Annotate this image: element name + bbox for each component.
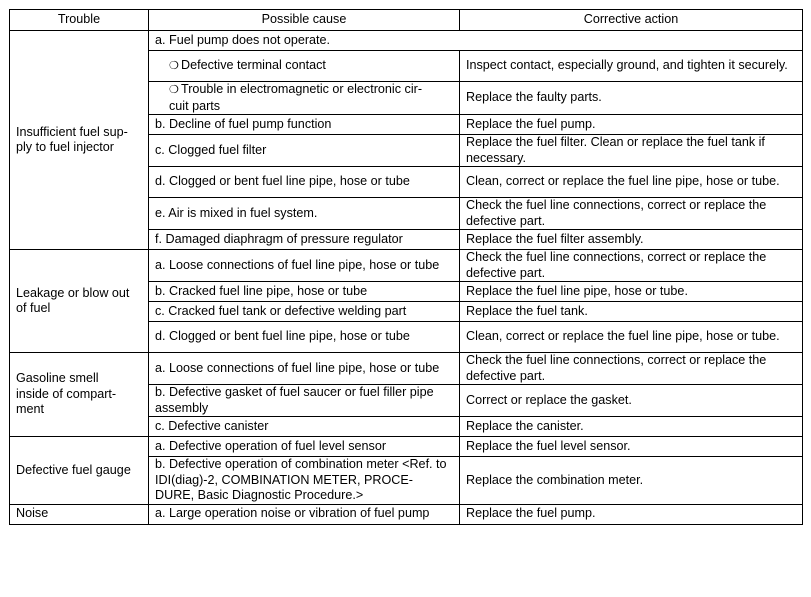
action-cell: Replace the canister. <box>460 417 803 437</box>
trouble-cell: Defective fuel gauge <box>10 437 149 505</box>
cause-cell: c. Clogged fuel filter <box>149 135 460 167</box>
header-corrective-action: Corrective action <box>460 10 803 31</box>
action-cell: Check the fuel line connections, correct or replace the defective part. <box>460 198 803 230</box>
action-cell: Replace the fuel line pipe, hose or tube. <box>460 282 803 302</box>
cause-text: Trouble in electromagnetic or electronic cir- cuit parts <box>169 82 423 113</box>
cause-cell: a. Fuel pump does not operate. <box>149 31 803 51</box>
cause-cell: e. Air is mixed in fuel system. <box>149 198 460 230</box>
action-cell: Replace the fuel filter assembly. <box>460 230 803 250</box>
cause-text: Defective terminal contact <box>181 57 326 72</box>
cause-cell: d. Clogged or bent fuel line pipe, hose or tube <box>149 167 460 198</box>
action-cell: Replace the combination meter. <box>460 457 803 505</box>
table-row <box>10 437 803 457</box>
action-cell: Check the fuel line connections, correct or replace the defective part. <box>460 250 803 282</box>
action-cell: Check the fuel line connections, correct or replace the defective part. <box>460 353 803 385</box>
cause-cell: c. Defective canister <box>149 417 460 437</box>
table-row <box>10 504 803 524</box>
header-possible-cause: Possible cause <box>149 10 460 31</box>
table-row <box>10 250 803 282</box>
cause-cell: a. Defective operation of fuel level sensor <box>149 437 460 457</box>
bullet-circle-icon: ❍ <box>169 84 179 96</box>
action-cell: Clean, correct or replace the fuel line pipe, hose or tube. <box>460 167 803 198</box>
trouble-cell: Gasoline smell inside of compart- ment <box>10 353 149 437</box>
action-cell: Replace the fuel level sensor. <box>460 437 803 457</box>
cause-cell: b. Defective gasket of fuel saucer or fuel filler pipe assembly <box>149 385 460 417</box>
action-cell: Replace the fuel tank. <box>460 302 803 322</box>
cause-cell: b. Defective operation of combination meter <Ref. to IDI(diag)-2, COMBINATION METER, PROCE- DURE, Basic Diagnostic Procedure.> <box>149 457 460 505</box>
trouble-cell: Insufficient fuel sup- ply to fuel injector <box>10 31 149 250</box>
cause-cell <box>149 51 460 82</box>
cause-cell: f. Damaged diaphragm of pressure regulator <box>149 230 460 250</box>
header-trouble: Trouble <box>10 10 149 31</box>
action-cell: Inspect contact, especially ground, and tighten it securely. <box>460 51 803 82</box>
trouble-cell: Noise <box>10 504 149 524</box>
header-row <box>10 10 803 31</box>
table-row <box>10 31 803 51</box>
cause-cell: d. Clogged or bent fuel line pipe, hose or tube <box>149 322 460 353</box>
troubleshooting-table <box>9 9 803 525</box>
cause-cell: a. Loose connections of fuel line pipe, hose or tube <box>149 353 460 385</box>
cause-cell: b. Decline of fuel pump function <box>149 115 460 135</box>
cause-cell: a. Large operation noise or vibration of fuel pump <box>149 504 460 524</box>
table-row <box>10 353 803 385</box>
action-cell: Clean, correct or replace the fuel line pipe, hose or tube. <box>460 322 803 353</box>
action-cell: Replace the faulty parts. <box>460 82 803 115</box>
action-cell: Replace the fuel pump. <box>460 504 803 524</box>
cause-cell <box>149 82 460 115</box>
cause-cell: c. Cracked fuel tank or defective welding part <box>149 302 460 322</box>
action-cell: Replace the fuel pump. <box>460 115 803 135</box>
trouble-cell: Leakage or blow out of fuel <box>10 250 149 353</box>
action-cell: Replace the fuel filter. Clean or replace the fuel tank if necessary. <box>460 135 803 167</box>
table-body <box>10 31 803 525</box>
cause-cell: b. Cracked fuel line pipe, hose or tube <box>149 282 460 302</box>
cause-cell: a. Loose connections of fuel line pipe, hose or tube <box>149 250 460 282</box>
bullet-circle-icon: ❍ <box>169 59 179 72</box>
action-cell: Correct or replace the gasket. <box>460 385 803 417</box>
